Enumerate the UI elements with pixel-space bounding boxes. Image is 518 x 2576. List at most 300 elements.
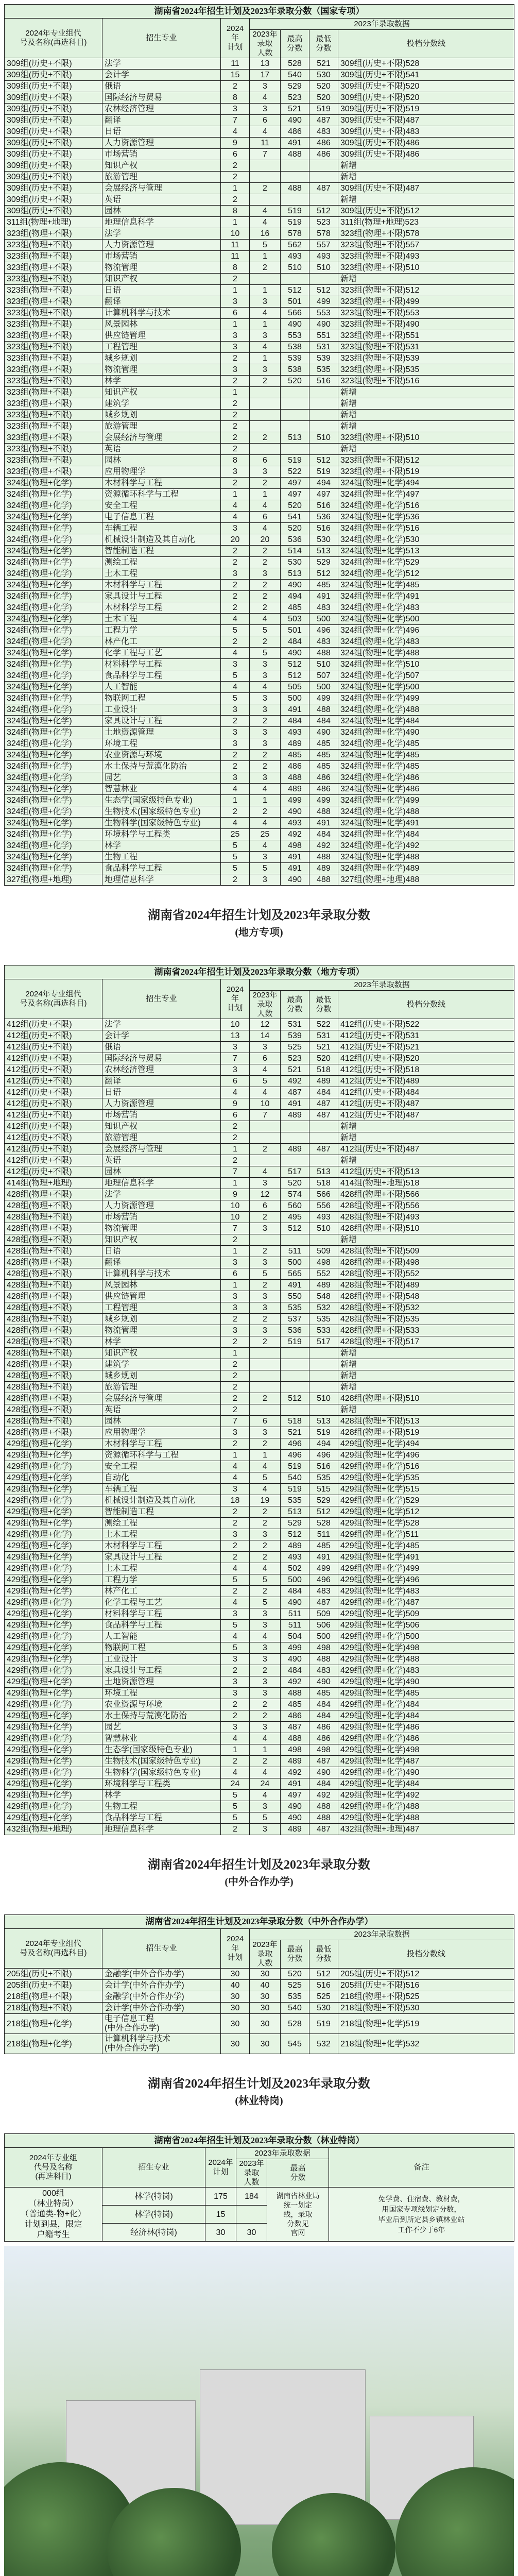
cell-plan-2024: 2 [221,591,250,602]
cell-major-group: 324组(物理+化学) [5,863,102,874]
table-row [5,308,514,319]
table-row [5,1506,514,1518]
cell-min-score: 490 [309,727,338,738]
cell-major-group: 428组(物理+不限) [5,1257,102,1268]
col-header-plan-2024: 2024年 计划 [221,979,250,1019]
table-row [5,546,514,557]
cell-major-group: 428组(物理+不限) [5,1404,102,1416]
cell-admitted-2023: 3 [250,1722,281,1733]
cell-admitted-2023: 30 [250,1969,281,1980]
cell-major-group: 428组(物理+不限) [5,1223,102,1234]
cell-admitted-2023: 4 [250,1733,281,1744]
cell-plan-2024: 2 [221,1710,250,1722]
table-row [5,1699,514,1710]
cell-max-score: 511 [281,1246,309,1257]
cell-max-score: 493 [281,818,309,829]
table-row [5,670,514,682]
cell-major-group: 323组(物理+不限) [5,308,102,319]
cell-min-score: 513 [309,1166,338,1178]
cell-min-score: 515 [309,1484,338,1495]
cell-major: 风景园林 [102,319,221,330]
cell-admitted-2023: 3 [250,330,281,342]
cell-major: 园林 [102,206,221,217]
table-row [5,126,514,138]
table-row [5,262,514,274]
cell-major-group: 412组(历史+不限) [5,1132,102,1144]
cell-plan-2024: 10 [221,1019,250,1030]
cell-min-score: 520 [309,92,338,104]
cell-major: 农业资源与环境 [102,750,221,761]
cell-plan-2024: 4 [221,614,250,625]
cell-major: 木材科学与工程 [102,478,221,489]
cell-max-score: 565 [281,1268,309,1280]
cell-max-score: 560 [281,1200,309,1212]
cell-major-group: 429组(物理+化学) [5,1631,102,1642]
cell-cutoff: 324组(物理+化学)488 [338,704,514,716]
cell-max-score: 512 [281,1393,309,1404]
cell-admitted-2023: 3 [250,1642,281,1654]
cell-plan-2024: 2 [221,602,250,614]
cell-major: 食品科学与工程 [102,863,221,874]
cell-major: 市场营销 [102,251,221,262]
cell-cutoff: 309组(历史+不限)520 [338,81,514,92]
cell-major: 食品科学与工程 [102,1812,221,1824]
col-header-major: 招生专业 [102,2148,205,2188]
cell-major: 安全工程 [102,1461,221,1472]
cell-min-score: 488 [309,704,338,716]
cell-min-score: 484 [309,1087,338,1098]
cell-major: 测绘工程 [102,557,221,568]
cell-plan-2024: 40 [221,1980,250,1991]
cell-admitted-2023: 30 [250,2003,281,2014]
cell-min-score: 510 [309,262,338,274]
cell-major-group: 432组(物理+地理) [5,1824,102,1835]
cell-major-group: 324组(物理+化学) [5,693,102,704]
table-row [5,217,514,228]
cell-max-score: 512 [281,1529,309,1540]
table-section-forestry [0,2129,518,2242]
cell-max-score: 545 [281,2034,309,2054]
cell-cutoff: 324组(物理+化学)485 [338,761,514,772]
col-header-group-2023: 2023年录取数据 [250,1929,514,1940]
cell-major-group: 429组(物理+化学) [5,1620,102,1631]
table-row [5,1733,514,1744]
cell-min-score: 496 [309,1574,338,1586]
col-header-max-score: 最高 分数 [281,991,309,1019]
cell-min-score [309,1121,338,1132]
cell-major: 生物工程 [102,1801,221,1812]
cell-admitted-2023: 4 [250,1767,281,1778]
cell-major-group: 323组(物理+不限) [5,398,102,410]
cell-plan-2024: 1 [221,1280,250,1291]
table-row [5,1110,514,1121]
cell-major-group: 205组(历史+不限) [5,1980,102,1991]
cell-cutoff: 323组(物理+不限)535 [338,364,514,376]
cell-major-group: 309组(历史+不限) [5,183,102,194]
cell-major-group: 429组(物理+化学) [5,1642,102,1654]
cell-major: 城乡规划 [102,1314,221,1325]
cell-major-group: 412组(历史+不限) [5,1019,102,1030]
cell-min-score: 484 [309,829,338,840]
cell-max-score: 486 [281,1710,309,1722]
cell-major: 人工智能 [102,682,221,693]
table-row [5,489,514,500]
cell-major: 生态学(国家级特色专业) [102,795,221,806]
section-title-sino-foreign [0,1856,518,1890]
cell-cutoff: 429组(物理+化学)484 [338,1710,514,1722]
cell-admitted-2023: 14 [250,1030,281,1042]
table-row [5,1280,514,1291]
cell-max-score: 519 [281,1461,309,1472]
cell-major: 市场营销 [102,1110,221,1121]
cell-major-group: 428组(物理+不限) [5,1370,102,1382]
cell-min-score: 520 [309,1053,338,1064]
cell-admitted-2023: 6 [250,1416,281,1427]
cell-major-group: 309组(历史+不限) [5,194,102,206]
cell-plan-2024: 4 [221,512,250,523]
cell-plan-2024: 1 [221,1178,250,1189]
cell-min-score: 486 [309,1722,338,1733]
cell-plan-2024: 3 [221,1676,250,1688]
cell-admitted-2023: 4 [250,1166,281,1178]
table-row [5,784,514,795]
table-row [5,1438,514,1450]
cell-min-score: 517 [309,1336,338,1348]
cell-admitted-2023: 3 [250,1676,281,1688]
cell-admitted-2023 [250,1348,281,1359]
cell-admitted-2023: 7 [250,1110,281,1121]
cell-cutoff: 429组(物理+化学)486 [338,1733,514,1744]
cell-admitted-2023: 2 [250,716,281,727]
table-row [5,387,514,398]
cell-max-score: 541 [281,512,309,523]
cell-max-score: 520 [281,376,309,387]
cell-max-score: 484 [281,716,309,727]
section-title-sub: (中外合作办学) [225,1876,293,1888]
cell-max-score: 519 [281,1484,309,1495]
cell-major: 法学 [102,58,221,70]
cell-cutoff: 218组(物理+不限)530 [338,2003,514,2014]
cell-admitted-2023: 2 [250,602,281,614]
cell-major-group: 323组(物理+不限) [5,342,102,353]
cell-admitted-2023: 3 [250,1688,281,1699]
cell-min-score: 489 [309,1280,338,1291]
cell-max-score: 503 [281,614,309,625]
cell-cutoff: 新增 [338,1132,514,1144]
cell-admitted-2023: 3 [250,1291,281,1302]
cell-major: 农林经济管理 [102,104,221,115]
cell-admitted-2023: 1 [250,795,281,806]
cell-max-score: 510 [281,262,309,274]
table-row [5,1314,514,1325]
cell-cutoff: 429组(物理+化学)528 [338,1518,514,1529]
col-header-plan-2024: 2024年 计划 [221,1929,250,1969]
cell-cutoff: 429组(物理+化学)509 [338,1608,514,1620]
cell-min-score: 496 [309,1450,338,1461]
cell-major: 翻译 [102,1257,221,1268]
cell-max-score [281,1404,309,1416]
table-row [5,1620,514,1631]
table-row [5,1608,514,1620]
cell-plan-2024: 2 [221,546,250,557]
cell-major-group: 323组(物理+不限) [5,444,102,455]
cell-admitted-2023 [250,160,281,172]
cell-admitted-2023: 7 [250,149,281,160]
cell-admitted-2023: 2 [250,1314,281,1325]
cell-max-score: 517 [281,1166,309,1178]
cell-cutoff: 309组(历史+不限)520 [338,92,514,104]
cell-plan-2024: 2 [221,1155,250,1166]
table-row [5,1980,514,1991]
cell-min-score: 512 [309,568,338,580]
cell-plan-2024: 3 [221,1608,250,1620]
table-row [5,160,514,172]
cell-major: 生态学(国家级特色专业) [102,1744,221,1756]
table-row [5,1302,514,1314]
cell-admitted-2023: 3 [250,1178,281,1189]
cell-max-score: 485 [281,602,309,614]
cell-cutoff: 323组(物理+不限)499 [338,296,514,308]
cell-min-score: 483 [309,126,338,138]
cell-major-group: 218组(物理+不限) [5,2003,102,2014]
cell-plan-2024: 3 [221,1427,250,1438]
cell-plan-2024: 6 [221,149,250,160]
cell-admitted-2023: 5 [250,240,281,251]
table-row [5,568,514,580]
table-row [5,840,514,852]
cell-admitted-2023: 2 [250,591,281,602]
cell-cutoff: 324组(物理+化学)483 [338,602,514,614]
cell-major-group: 309组(历史+不限) [5,115,102,126]
cell-plan-2024: 4 [221,1563,250,1574]
table-row [5,602,514,614]
cell-admitted-2023: 1 [250,1450,281,1461]
cell-major: 车辆工程 [102,523,221,534]
cell-admitted-2023: 5 [250,625,281,636]
cell-min-score [309,1382,338,1393]
table-row [5,1042,514,1053]
cell-major-group: 428组(物理+不限) [5,1212,102,1223]
cell-major: 工业设计 [102,704,221,716]
cell-major-group: 412组(历史+不限) [5,1042,102,1053]
cell-cutoff: 429组(物理+化学)483 [338,1586,514,1597]
col-header-min-score: 最低 分数 [309,30,338,58]
table-row [5,1710,514,1722]
cell-major-group: 324组(物理+化学) [5,670,102,682]
table-row [5,353,514,364]
cell-min-score: 509 [309,1608,338,1620]
cell-cutoff: 新增 [338,1370,514,1382]
table-row [5,149,514,160]
cell-cutoff: 新增 [338,387,514,398]
cell-max-score [281,387,309,398]
cell-major-group: 324组(物理+化学) [5,784,102,795]
cell-cutoff: 324组(物理+化学)485 [338,750,514,761]
cell-max-score: 490 [281,319,309,330]
cell-max-score: 501 [281,625,309,636]
cell-cutoff: 429组(物理+化学)492 [338,1790,514,1801]
cell-min-score: 511 [309,1529,338,1540]
cell-min-score: 485 [309,1540,338,1552]
cell-major: 英语 [102,1155,221,1166]
cell-plan-2024: 2 [221,274,250,285]
cell-min-score: 507 [309,670,338,682]
cell-min-score: 578 [309,228,338,240]
cell-cutoff: 309组(历史+不限)486 [338,138,514,149]
cell-major: 环境工程 [102,1688,221,1699]
cell-plan-2024: 2 [221,557,250,568]
cell-admitted-2023: 40 [250,1980,281,1991]
cell-plan-2024: 3 [221,659,250,670]
cell-plan-2024: 10 [221,1212,250,1223]
cell-max-score: 487 [281,1722,309,1733]
cell-admitted-2023: 3 [250,727,281,738]
cell-min-score: 548 [309,1291,338,1302]
cell-major: 会展经济与管理 [102,183,221,194]
cell-major: 园林 [102,1166,221,1178]
cell-cutoff: 309组(历史+不限)512 [338,206,514,217]
col-header-major-group: 2024年专业组 代号及名称 (再选科目) [5,2148,102,2188]
cell-max-score: 488 [281,183,309,194]
cell-cutoff: 429组(物理+化学)487 [338,1597,514,1608]
cell-min-score: 488 [309,1801,338,1812]
cell-max-score: 488 [281,1733,309,1744]
cell-min-score: 487 [309,1110,338,1121]
cell-major: 土木工程 [102,1529,221,1540]
cell-major-group: 324组(物理+化学) [5,727,102,738]
cell-major: 环境工程 [102,738,221,750]
cell-admitted-2023 [250,1234,281,1246]
table-row [5,1336,514,1348]
cell-admitted-2023: 4 [250,342,281,353]
cell-admitted-2023 [250,1382,281,1393]
cell-cutoff: 309组(历史+不限)487 [338,183,514,194]
cell-major: 智能制造工程 [102,546,221,557]
table-row [5,1756,514,1767]
cell-max-score: 488 [281,149,309,160]
cell-major-group: 324组(物理+化学) [5,761,102,772]
cell-min-score: 488 [309,1654,338,1665]
cell-max-score: 499 [281,795,309,806]
cell-plan-2024: 25 [221,829,250,840]
cell-max-score: 500 [281,693,309,704]
cell-major: 环境科学与工程类 [102,829,221,840]
cell-min-score: 483 [309,1665,338,1676]
cell-major: 计算机科学与技术 (中外合作办学) [102,2034,221,2054]
cell-min-score: 525 [309,1991,338,2003]
cell-min-score: 510 [309,432,338,444]
cell-cutoff: 新增 [338,398,514,410]
cell-admitted-2023: 2 [250,432,281,444]
table-row [5,829,514,840]
cell-major: 建筑学 [102,1359,221,1370]
cell-admitted-2023: 4 [250,840,281,852]
table-row [5,172,514,183]
cell-cutoff: 323组(物理+不限)516 [338,376,514,387]
cell-max-score: 500 [281,1257,309,1268]
cell-min-score: 489 [309,1076,338,1087]
cell-major: 国际经济与贸易 [102,92,221,104]
cell-min-score: 483 [309,602,338,614]
cell-cutoff: 429组(物理+化学)511 [338,1529,514,1540]
cell-major-group: 324组(物理+化学) [5,512,102,523]
table-row [5,1416,514,1427]
cell-major: 林学 [102,1336,221,1348]
cell-cutoff: 412组(历史+不限)489 [338,1076,514,1087]
cell-admitted-2023: 4 [250,1461,281,1472]
cell-min-score: 530 [309,534,338,546]
cell-plan-2024: 5 [221,625,250,636]
cell-admitted-2023: 2 [250,1552,281,1563]
cell-admitted-2023: 3 [250,738,281,750]
cell-min-score: 485 [309,761,338,772]
cell-major-group: 429组(物理+化学) [5,1484,102,1495]
col-header-group-2023: 2023年录取数据 [250,979,514,991]
cell-cutoff: 324组(物理+化学)492 [338,840,514,852]
cell-major: 会计学 [102,1030,221,1042]
cell-plan-2024: 1 [221,285,250,296]
cell-cutoff: 324组(物理+化学)491 [338,591,514,602]
cell-major-group: 429组(物理+化学) [5,1767,102,1778]
cell-admitted-2023: 2 [250,750,281,761]
cell-admitted-2023: 2 [250,806,281,818]
cell-plan-2024: 3 [221,342,250,353]
cell-major-group: 429组(物理+化学) [5,1472,102,1484]
cell-cutoff: 324组(物理+化学)488 [338,852,514,863]
cell-plan-2024: 11 [221,58,250,70]
table-row [5,138,514,149]
col-header-admitted-2023: 2023年 录取 人数 [250,30,281,58]
cell-cutoff: 218组(物理+不限)525 [338,1991,514,2003]
table-row [5,1563,514,1574]
cell-cutoff: 324组(物理+化学)516 [338,500,514,512]
table-row [5,1189,514,1200]
cell-major-group: 429组(物理+化学) [5,1450,102,1461]
table-row [5,194,514,206]
cell-cutoff: 324组(物理+化学)489 [338,863,514,874]
cell-admitted-2023: 4 [250,1631,281,1642]
cell-major: 英语 [102,444,221,455]
cell-major-group: 429组(物理+化学) [5,1699,102,1710]
admission-table-forestry [4,2133,514,2242]
table-row [5,1642,514,1654]
cell-cutoff: 309组(历史+不限)528 [338,58,514,70]
cell-plan-2024: 30 [205,2224,236,2242]
cell-min-score: 510 [309,1223,338,1234]
cell-cutoff: 新增 [338,421,514,432]
cell-cutoff: 429组(物理+化学)512 [338,1506,514,1518]
cell-plan-2024: 2 [221,580,250,591]
cell-major-group: 323组(物理+不限) [5,330,102,342]
cell-major: 英语 [102,194,221,206]
cell-max-score: 487 [281,1087,309,1098]
cell-min-score: 512 [309,1506,338,1518]
cell-admitted-2023: 4 [250,92,281,104]
cell-major-group: 429组(物理+化学) [5,1597,102,1608]
table-row [5,206,514,217]
cell-major-group: 429组(物理+化学) [5,1801,102,1812]
cell-max-score: 490 [281,1801,309,1812]
cell-plan-2024: 1 [221,183,250,194]
cell-admitted-2023: 3 [250,1257,281,1268]
table-row [5,1064,514,1076]
cell-max-score [281,274,309,285]
cell-min-score: 493 [309,1212,338,1223]
cell-admitted-2023: 2 [250,557,281,568]
cell-major-group: 429组(物理+化学) [5,1552,102,1563]
table-row [5,1676,514,1688]
cell-major: 法学 [102,1019,221,1030]
